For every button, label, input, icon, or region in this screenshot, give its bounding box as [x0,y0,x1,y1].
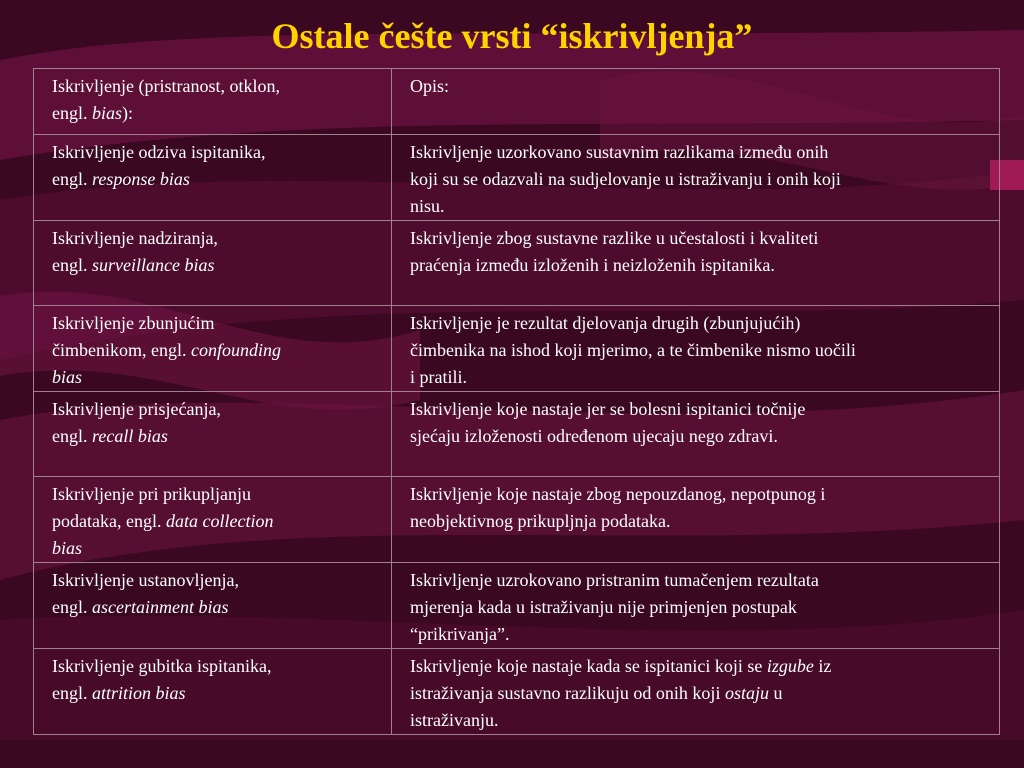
desc-text: iz [813,656,832,676]
bias-types-table [33,68,1000,735]
bias-name-prefix: engl. [52,426,92,446]
bias-description-cell [392,135,1000,221]
desc-line: čimbenika na ishod koji mjerimo, a te čimbenike nismo uočili [410,340,856,360]
bias-name-text: Iskrivljenje odziva ispitanika, [52,142,266,162]
bias-name-prefix: podataka, engl. [52,511,166,531]
bias-english-term: confounding [190,340,281,360]
table-row [34,649,1000,735]
table-row [34,306,1000,392]
bias-description-cell [392,392,1000,477]
bias-name-text: Iskrivljenje ustanovljenja, [52,570,239,590]
table-header-row [34,69,1000,135]
desc-line: i pratili. [410,367,467,387]
header-col1-term: bias [92,103,123,123]
desc-line: Iskrivljenje uzrokovano pristranim tumačenjem rezultata [410,570,819,590]
desc-line: “prikrivanja”. [410,624,510,644]
desc-line: neobjektivnog prikupljnja podataka. [410,511,671,531]
bias-english-term: response bias [92,169,190,189]
bias-name-prefix: engl. [52,597,92,617]
table-row [34,477,1000,563]
bias-name-prefix: engl. [52,169,92,189]
desc-line: Iskrivljenje zbog sustavne razlike u učestalosti i kvaliteti [410,228,819,248]
bias-name-cell [34,649,392,735]
header-bias-name [34,69,392,135]
bias-english-term-cont: bias [52,367,83,387]
table-row [34,221,1000,306]
bias-english-term: ascertainment bias [92,597,229,617]
desc-emphasis: izgube [766,656,814,676]
bias-name-cell [34,221,392,306]
desc-line: Iskrivljenje je rezultat djelovanja drugih (zbunjujućih) [410,313,801,333]
bias-name-prefix: čimbenikom, engl. [52,340,191,360]
bias-english-term-cont: bias [52,538,83,558]
bias-description-cell [392,221,1000,306]
desc-line: istraživanju. [410,710,499,730]
header-col1-text: Iskrivljenje (pristranost, otklon, [52,76,280,96]
desc-line: nisu. [410,196,445,216]
desc-line [410,680,981,707]
bias-english-term: data collection [165,511,274,531]
desc-text: Iskrivljenje koje nastaje kada se ispitanici koji se [410,656,767,676]
desc-line [410,653,981,680]
desc-line: mjerenja kada u istraživanju nije primjenjen postupak [410,597,797,617]
bias-name-cell [34,392,392,477]
desc-emphasis: ostaju [724,683,769,703]
desc-line: sjećaju izloženosti određenom ujecaju nego zdravi. [410,426,778,446]
bias-name-text: Iskrivljenje nadziranja, [52,228,218,248]
bias-name-prefix: engl. [52,255,92,275]
desc-text: u [768,683,783,703]
bias-name-cell [34,135,392,221]
bias-name-line2 [52,166,373,193]
header-col1-suffix: ): [122,103,134,123]
slide-title: Ostale češte vrsti “iskrivljenja” [271,16,753,56]
bias-name-line2 [52,594,373,621]
bias-name-line2 [52,508,373,535]
header-col1-line2 [52,100,373,127]
bias-name-cell [34,563,392,649]
table-row [34,563,1000,649]
bias-name-text: Iskrivljenje pri prikupljanju [52,484,251,504]
table-row [34,135,1000,221]
desc-line: Iskrivljenje koje nastaje jer se bolesni ispitanici točnije [410,399,806,419]
bias-description-cell [392,649,1000,735]
bias-name-text: Iskrivljenje prisjećanja, [52,399,221,419]
desc-line: Iskrivljenje uzorkovano sustavnim razlikama između onih [410,142,829,162]
header-description: Opis: [392,69,1000,135]
bias-description-cell [392,563,1000,649]
bias-english-term: surveillance bias [92,255,215,275]
bias-name-cell [34,306,392,392]
bias-name-text: Iskrivljenje zbunjućim [52,313,215,333]
bias-name-text: Iskrivljenje gubitka ispitanika, [52,656,272,676]
table-row [34,392,1000,477]
bias-name-line2 [52,337,373,364]
header-col1-prefix: engl. [52,103,92,123]
bias-description-cell [392,477,1000,563]
bias-english-term: attrition bias [92,683,186,703]
bias-description-cell [392,306,1000,392]
desc-line: koji su se odazvali na sudjelovanje u istraživanju i onih koji [410,169,841,189]
desc-line: praćenja između izloženih i neizloženih ispitanika. [410,255,775,275]
bias-name-line2 [52,680,373,707]
bias-english-term: recall bias [92,426,168,446]
desc-text: istraživanja sustavno razlikuju od onih koji [410,683,725,703]
bias-name-prefix: engl. [52,683,92,703]
bias-name-cell [34,477,392,563]
bias-name-line2 [52,423,373,450]
bias-name-line2 [52,252,373,279]
desc-line: Iskrivljenje koje nastaje zbog nepouzdanog, nepotpunog i [410,484,826,504]
